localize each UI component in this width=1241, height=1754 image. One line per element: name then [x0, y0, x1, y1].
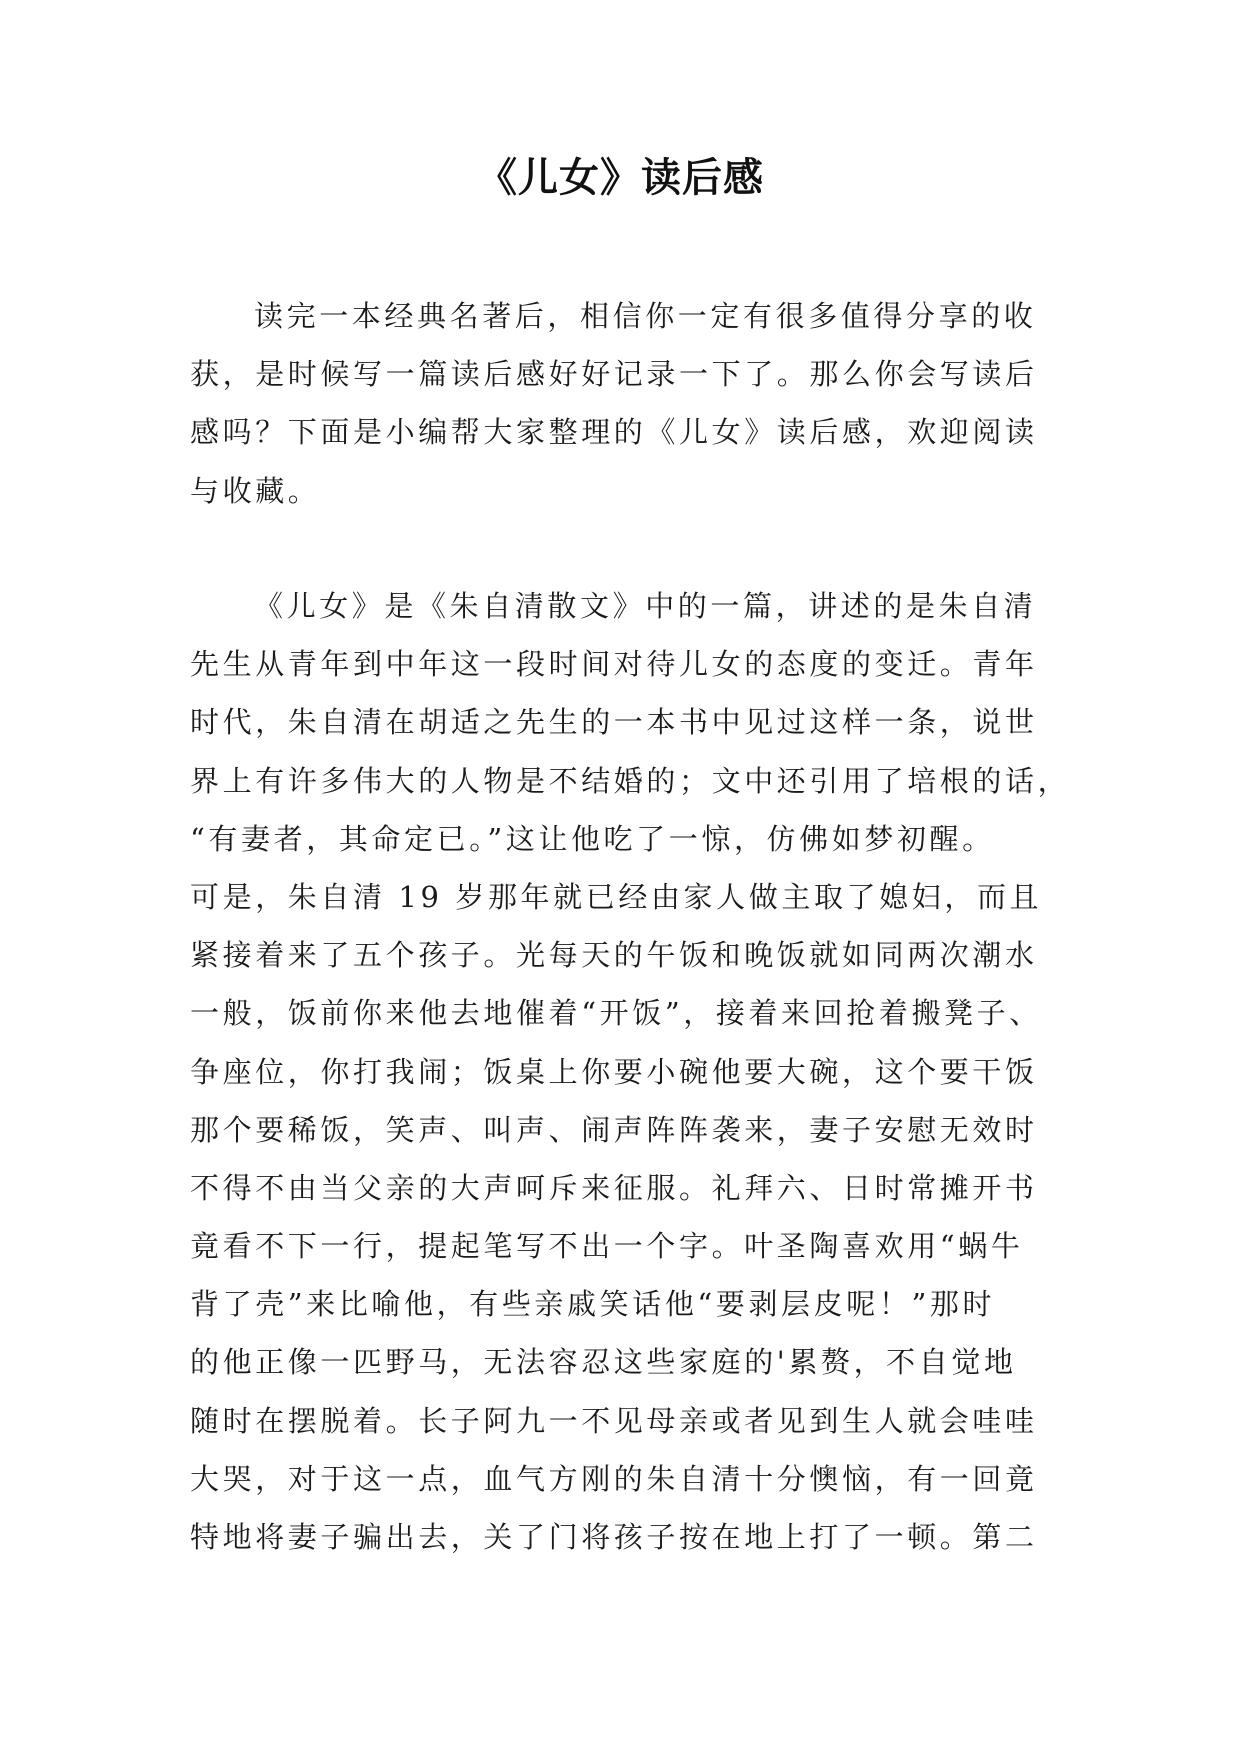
body-line: 的他正像一匹野马，无法容忍这些家庭的'累赘，不自觉地 [190, 1345, 1017, 1380]
body-line: 先生从青年到中年这一段时间对待儿女的态度的变迁。青年 [190, 647, 1038, 682]
body-line: 一般，饭前你来他去地催着“开饭”，接着来回抢着搬凳子、 [190, 996, 1042, 1031]
intro-line: 与收藏。 [190, 473, 321, 508]
body-line: 特地将妻子骗出去，关了门将孩子按在地上打了一顿。第二 [190, 1520, 1038, 1554]
body-line: 紧接着来了五个孩子。光每天的午饭和晚饭就如同两次潮水 [190, 938, 1038, 973]
body-line: 《儿女》是《朱自清散文》中的一篇，讲述的是朱自清 [254, 589, 1037, 623]
body-line: 背了壳”来比喻他，有些亲戚笑话他“要剥层皮呢！”那时 [190, 1287, 996, 1322]
intro-paragraph [190, 287, 1060, 520]
body-paragraph [190, 577, 1071, 1566]
body-line: 那个要稀饭，笑声、叫声、闹声阵阵袭来，妻子安慰无效时 [190, 1112, 1038, 1147]
body-line: 随时在摆脱着。长子阿九一不见母亲或者见到生人就会哇哇 [190, 1403, 1038, 1438]
document-title: 《儿女》读后感 [477, 155, 764, 201]
body-line: 时代，朱自清在胡适之先生的一本书中见过这样一条，说世 [190, 705, 1038, 740]
body-line: 大哭，对于这一点，血气方刚的朱自清十分懊恼，有一回竟 [190, 1461, 1038, 1496]
body-line: 争座位，你打我闹；饭桌上你要小碗他要大碗，这个要干饭 [190, 1054, 1038, 1089]
body-line: 竟看不下一行，提起笔写不出一个字。叶圣陶喜欢用“蜗牛 [190, 1229, 1024, 1264]
intro-line: 读完一本经典名著后，相信你一定有很多值得分享的收 [254, 299, 1037, 333]
body-line: “有妻者，其命定已。”这让他吃了一惊，仿佛如梦初醒。 [190, 821, 995, 856]
intro-line: 获，是时候写一篇读后感好好记录一下了。那么你会写读后 [190, 357, 1038, 392]
body-line: 不得不由当父亲的大声呵斥来征服。礼拜六、日时常摊开书 [190, 1170, 1038, 1205]
intro-line: 感吗？下面是小编帮大家整理的《儿女》读后感，欢迎阅读 [190, 415, 1038, 450]
body-line: 可是，朱自清 19 岁那年就已经由家人做主取了媳妇，而且 [190, 879, 1043, 914]
body-line: 界上有许多伟大的人物是不结婚的；文中还引用了培根的话， [190, 763, 1071, 798]
